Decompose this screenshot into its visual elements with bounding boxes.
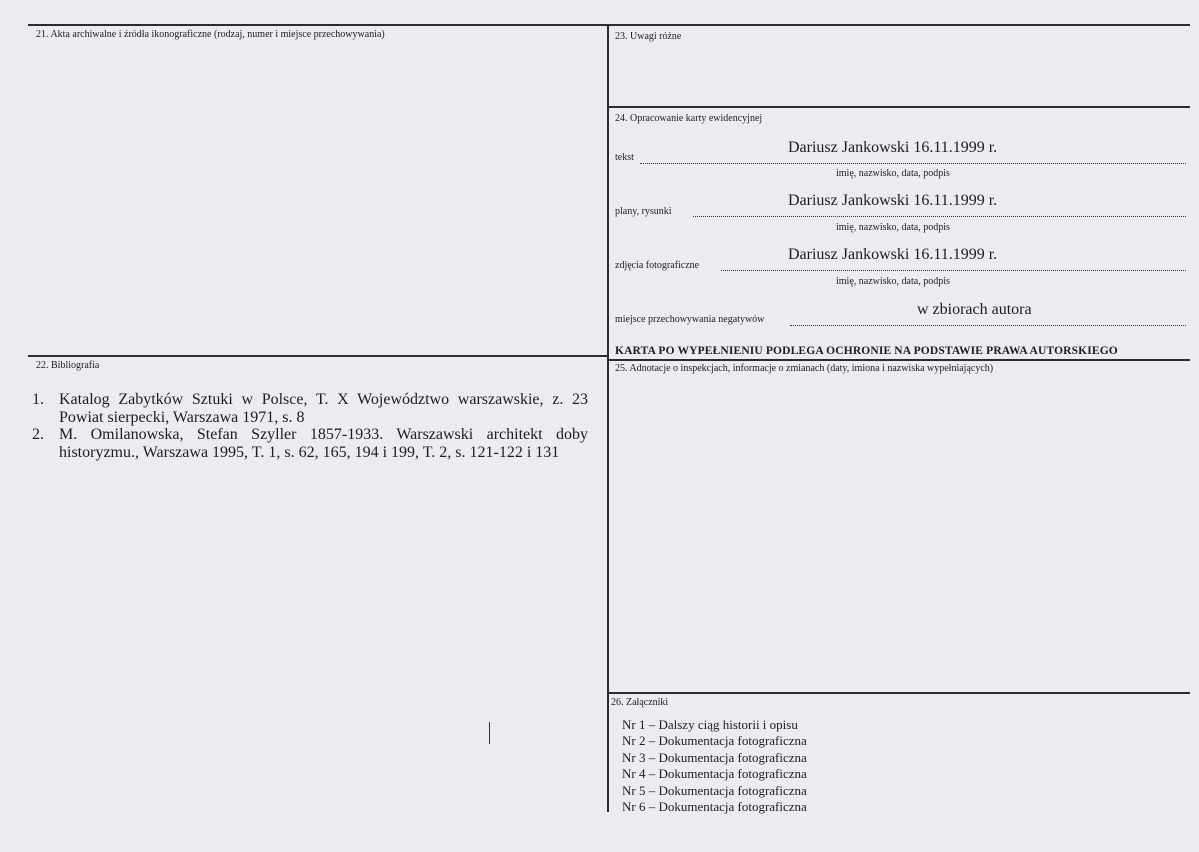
miejsce-dotted-line [790, 325, 1186, 326]
attachments-list [622, 717, 807, 815]
tekst-value: Dariusz Jankowski 16.11.1999 r. [788, 139, 998, 156]
bibliography-item [32, 391, 588, 426]
plany-hint: imię, nazwisko, data, podpis [836, 222, 950, 233]
bibliography-list [32, 391, 588, 461]
ink-mark [489, 722, 490, 744]
section-25-label: 25. Adnotacje o inspekcjach, informacje o zmianach (daty, imiona i nazwiska wypełniających) [615, 363, 994, 374]
miejsce-label: miejsce przechowywania negatywów [615, 314, 765, 325]
attachment-item: Nr 2 – Dokumentacja fotograficzna [622, 733, 807, 749]
bibliography-item [32, 426, 588, 461]
section-23-label: 23. Uwagi różne [615, 31, 682, 42]
attachment-item: Nr 5 – Dokumentacja fotograficzna [622, 782, 807, 798]
row-divider-left [28, 355, 608, 357]
attachment-item: Nr 4 – Dokumentacja fotograficzna [622, 766, 807, 782]
section-25-26-divider [609, 692, 1190, 694]
attachment-item: Nr 1 – Dalszy ciąg historii i opisu [622, 717, 798, 732]
section-21-label: 21. Akta archiwalne i źródła ikonograficzne (rodzaj, numer i miejsce przechowywania) [36, 29, 385, 40]
bibliography-item-number: 2. [32, 426, 44, 443]
plany-dotted-line [693, 216, 1186, 217]
tekst-dotted-line [640, 163, 1186, 164]
bibliography-item-text: M. Omilanowska, Stefan Szyller 1857-1933. Warszawski architekt doby historyzmu., Warszawa 1995, T. 1, s. 62, 165, 194 i 199, T. 2, s. 121-122 i 131 [59, 426, 588, 461]
zdjecia-dotted-line [721, 270, 1186, 271]
miejsce-value: w zbiorach autora [917, 301, 1032, 318]
top-border [28, 24, 1190, 26]
tekst-label: tekst [615, 152, 634, 163]
attachment-item: Nr 6 – Dokumentacja fotograficzna [622, 799, 807, 815]
zdjecia-value: Dariusz Jankowski 16.11.1999 r. [788, 246, 998, 263]
section-22-label: 22. Bibliografia [36, 360, 100, 371]
section-24-25-divider [609, 359, 1190, 361]
plany-value: Dariusz Jankowski 16.11.1999 r. [788, 192, 998, 209]
attachment-item: Nr 3 – Dokumentacja fotograficzna [622, 749, 807, 765]
tekst-hint: imię, nazwisko, data, podpis [836, 168, 950, 179]
bibliography-item-text: Katalog Zabytków Sztuki w Polsce, T. X Województwo warszawskie, z. 23 Powiat sierpecki, Warszawa 1971, s. 8 [59, 391, 588, 426]
section-23-24-divider [609, 106, 1190, 108]
plany-label: plany, rysunki [615, 206, 672, 217]
bibliography-item-number: 1. [32, 391, 44, 408]
zdjecia-label: zdjęcia fotograficzne [615, 260, 700, 271]
section-24-label: 24. Opracowanie karty ewidencyjnej [615, 113, 763, 124]
zdjecia-hint: imię, nazwisko, data, podpis [836, 276, 950, 287]
copyright-notice: KARTA PO WYPEŁNIENIU PODLEGA OCHRONIE NA PODSTAWIE PRAWA AUTORSKIEGO [615, 345, 1118, 357]
section-26-label: 26. Załączniki [611, 697, 669, 708]
